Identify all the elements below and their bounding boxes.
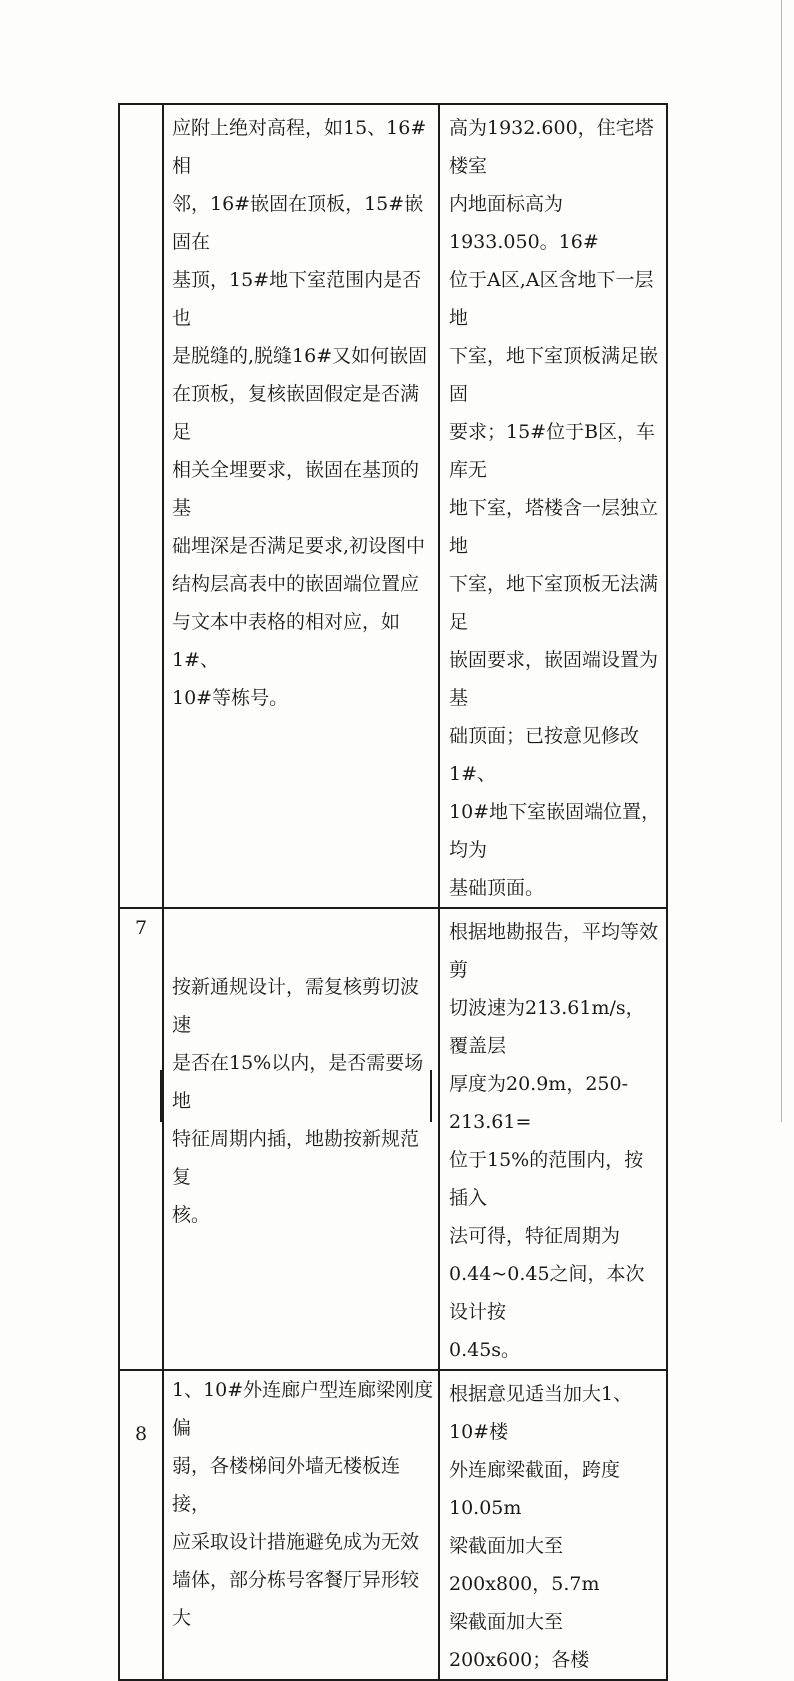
row-number-cell	[119, 104, 163, 908]
review-comment-cell	[163, 1370, 439, 1680]
row-number-cell	[119, 1370, 163, 1680]
response-cell	[439, 104, 667, 908]
review-comment-cell	[163, 908, 439, 1370]
table-row	[119, 104, 667, 908]
row-number-cell	[119, 908, 163, 1370]
table-row	[119, 908, 667, 1370]
review-comment-text: 应附上绝对高程，如15、16#相 邻，16#嵌固在顶板，15#嵌固在 基顶，15#地下室范围内是否也 是脱缝的,脱缝16#又如何嵌固 在顶板，复核嵌固假定是否满足 相关全埋要求，嵌固在基顶的基 础埋深是否满足要求,初设图中 结构层高表中的嵌固端位置应 与文本中表格的相对应，如1#、 10#等栋号。	[172, 117, 428, 709]
response-cell	[439, 908, 667, 1370]
response-text: 根据地勘报告，平均等效剪 切波速为213.61m/s，覆盖层 厚度为20.9m，250-213.61= 位于15%的范围内，按插入 法可得，特征周期为 0.44~0.45之间，本次设计按 0.45s。	[449, 921, 659, 1361]
review-comment-cell	[163, 104, 439, 908]
review-comments-table	[118, 103, 668, 1681]
review-comment-text: 1、10#外连廊户型连廊梁刚度偏 弱，各楼梯间外墙无楼板连接， 应采取设计措施避免成为无效 墙体，部分栋号客餐厅异形较大	[172, 1379, 434, 1629]
response-text: 根据意见适当加大1、10#楼 外连廊梁截面，跨度10.05m 梁截面加大至200x800，5.7m 梁截面加大至200x600；各楼	[449, 1383, 633, 1671]
response-cell	[439, 1370, 667, 1680]
table-row	[119, 1370, 667, 1680]
scan-edge-line	[781, 0, 782, 1122]
row-number: 7	[134, 917, 148, 939]
review-comment-text: 按新通规设计，需复核剪切波速 是否在15%以内，是否需要场地 特征周期内插，地勘按新规范复 核。	[172, 976, 424, 1226]
response-text: 高为1932.600，住宅塔楼室 内地面标高为1933.050。16# 位于A区,A区含地下一层地 下室，地下室顶板满足嵌固 要求；15#位于B区，车库无 地下室，塔楼含一层独立地 下室，地下室顶板无法满足 嵌固要求，嵌固端设置为基 础顶面；已按意见修改1#、 10#地下室嵌固端位置，均为 基础顶面。	[449, 117, 661, 899]
row-number: 8	[134, 1423, 148, 1445]
